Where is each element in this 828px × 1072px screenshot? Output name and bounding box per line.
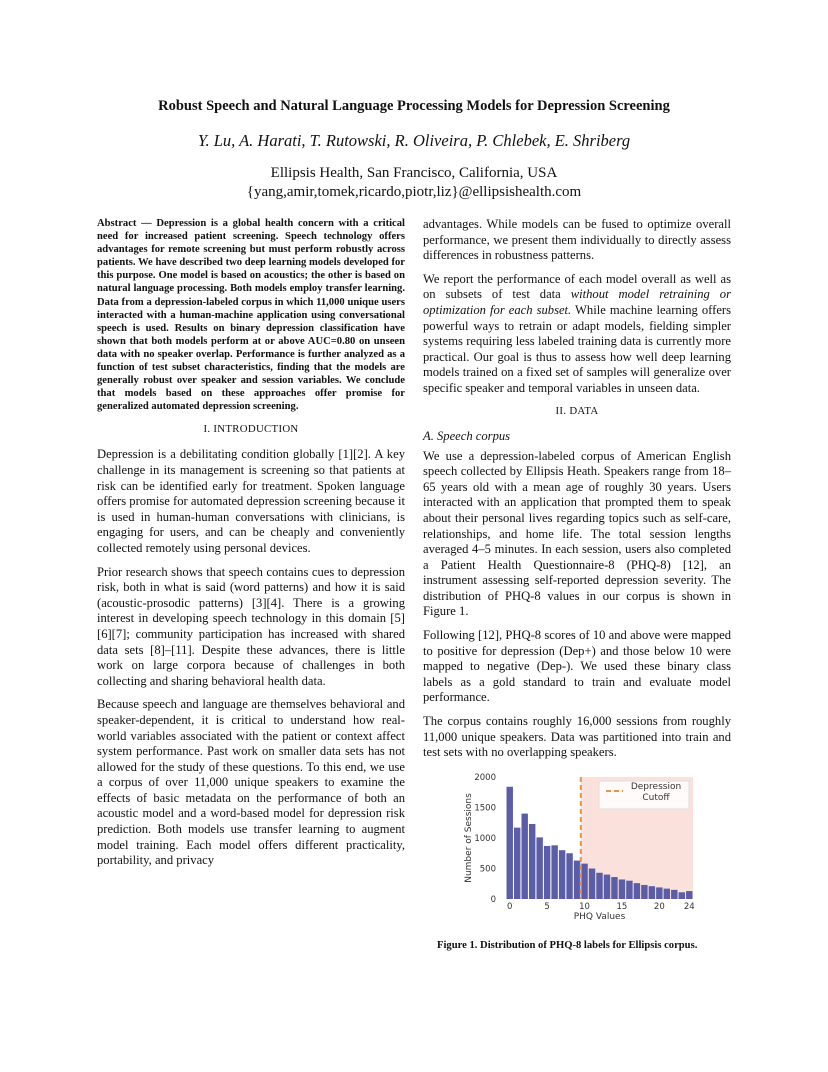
histogram-bar: [619, 879, 625, 899]
left-column: [97, 217, 405, 877]
histogram-bar: [596, 873, 602, 899]
right-paragraph-2: [423, 272, 731, 397]
x-tick-label: 5: [544, 901, 550, 912]
y-tick-label: 0: [490, 894, 496, 905]
data-paragraph-3: The corpus contains roughly 16,000 sessions from roughly 11,000 unique speakers. Data was partitioned into train and test sets with no overlapping speakers.: [423, 714, 731, 760]
histogram-bar: [507, 787, 513, 899]
x-tick-label: 20: [653, 901, 665, 912]
x-tick-label: 10: [579, 901, 590, 912]
histogram-bar: [611, 877, 617, 899]
histogram-bar: [641, 885, 647, 899]
data-paragraph-2: Following [12], PHQ-8 scores of 10 and above were mapped to positive for depression (Dep+) and those below 10 were mapped to negative (Dep-). We used these binary class labels as a gold standard to train and evaluate model performance.: [423, 628, 731, 705]
histogram-bar: [559, 850, 565, 899]
data-paragraph-1: We use a depression-labeled corpus of American English speech collected by Ellipsis Heath. Speakers range from 18–65 years old with a mean age of roughly 30 years. Users interacted with an application that prompted them to speak about their personal lives regarding topics such as self-care, relationships, and home life. The total session lengths averaged 4–5 minutes. In each session, users also completed a Patient Health Questionnaire-8 (PHQ-8) [12], an instrument assessing self-reported depression severity. The distribution of PHQ-8 values in our corpus is shown in Figure 1.: [423, 448, 731, 619]
figure-1: [423, 769, 731, 937]
intro-paragraph-3: Because speech and language are themselves behavioral and speaker-dependent, it is critical to understand how real-world variables associated with the patient or context affect system performance. Past work on smaller data sets has not allowed for the study of these questions. To this end, we use a corpus of over 11,000 unique speakers to examine the effects of basic metadata on the performance of both an acoustic model and a word-based model for depression risk prediction. Both models use transfer learning to augment model training. Each model offers different practicality, portability, and privacy: [97, 697, 405, 868]
legend-label-line-1: Depression: [630, 781, 682, 792]
histogram-bar: [551, 845, 557, 899]
figure-caption: Figure 1. Distribution of PHQ-8 labels for Ellipsis corpus.: [437, 939, 698, 951]
histogram-bar: [679, 892, 685, 899]
affiliation-block: [0, 164, 828, 202]
intro-paragraph-2: Prior research shows that speech contains cues to depression risk, both in what is said (word patterns) and how it is said (acoustic-prosodic patterns) [3][4]. There is a growing interest in developing speech technology in this domain [5][6][7]; community participation has increased with shared data sets [8]–[11]. Despite these advances, there is little work on large corpora because of challenges in both collecting and sharing behavioral health data.: [97, 564, 405, 688]
y-tick-label: 500: [479, 864, 496, 875]
affiliation: Ellipsis Health, San Francisco, California, USA: [270, 165, 558, 181]
histogram-bar: [529, 824, 535, 899]
histogram-bar: [566, 853, 572, 899]
email-list: {yang,amir,tomek,ricardo,piotr,liz}@ellipsishealth.com: [246, 184, 582, 200]
histogram-bar: [634, 883, 640, 899]
section-heading-data: II. DATA: [555, 404, 599, 417]
paper-title: Robust Speech and Natural Language Processing Models for Depression Screening: [158, 98, 670, 114]
histogram-bar: [544, 846, 550, 899]
legend-label-line-2: Cutoff: [642, 792, 670, 803]
histogram-bar: [581, 863, 587, 898]
histogram-bar: [589, 868, 595, 899]
phq-histogram-chart: [423, 769, 731, 937]
abstract: Abstract — Depression is a global health concern with a critical need for increased patient screening. Speech technology offers advantages for remote screening but must perform robustly across patients. We have described two deep learning models developed for this purpose. One model is based on acoustics; the other is based on natural language processing. Both models employ transfer learning. Data from a depression-labeled corpus in which 11,000 unique users interacted with a human-machine application using conversational speech is used. Results on binary depression classification have shown that both models perform at or above AUC=0.80 on unseen data with no speaker overlap. Performance is further analyzed as a function of test subset characteristics, finding that the models are generally robust over speaker and session variables. We conclude that models based on these approaches offer promise for generalized automated depression screening.: [97, 218, 405, 413]
y-tick-label: 1500: [474, 803, 496, 814]
y-axis-label: Number of Sessions: [464, 793, 474, 883]
right-paragraph-2-emphasis: without model retraining or optimization for each subset.: [423, 287, 731, 317]
intro-paragraph-1: Depression is a debilitating condition globally [1][2]. A key challenge in its management is screening so that patients at risk can be identified early for treatment. Spoken language offers promise for automated depression screening because it is used in human-human conversations with clinicians, is engaging for users, and can be cheaply and conveniently collected remotely using personal devices.: [97, 447, 405, 555]
histogram-bar: [514, 827, 520, 898]
x-tick-label: 15: [616, 901, 628, 912]
right-paragraph-2-start: We report the performance of each model overall as well as on subsets of test data: [423, 271, 731, 302]
author-list: Y. Lu, A. Harati, T. Rutowski, R. Oliveira, P. Chlebek, E. Shriberg: [197, 131, 631, 150]
histogram-bar: [671, 890, 677, 899]
subsection-heading-speech-corpus: A. Speech corpus: [423, 428, 511, 443]
y-tick-label: 2000: [474, 772, 496, 783]
right-paragraph-2-end: While machine learning offers powerful ways to retrain or adapt models, fielding simpler systems requiring less labeled training data is currently more practical. Our goal is thus to assess how well deep learning models trained on a fixed set of samples will generalize over specific speaker and temporal variables in unseen data.: [423, 302, 731, 395]
histogram-bar: [536, 837, 542, 899]
histogram-bar: [574, 860, 580, 898]
histogram-bar: [656, 887, 662, 899]
histogram-bar: [664, 888, 670, 898]
histogram-bar: [604, 874, 610, 898]
histogram-bar: [521, 813, 527, 898]
y-tick-label: 1000: [474, 833, 496, 844]
x-axis-label: PHQ Values: [573, 911, 626, 922]
x-tick-label: 0: [507, 901, 513, 912]
right-paragraph-1: advantages. While models can be fused to optimize overall performance, we present them individually to directly assess differences in robustness patterns.: [423, 217, 731, 263]
x-tick-label: 24: [683, 901, 695, 912]
right-column: [423, 217, 731, 952]
histogram-bar: [649, 886, 655, 899]
section-heading-introduction: I. INTRODUCTION: [203, 423, 299, 436]
histogram-bar: [686, 891, 692, 899]
histogram-bar: [626, 881, 632, 899]
